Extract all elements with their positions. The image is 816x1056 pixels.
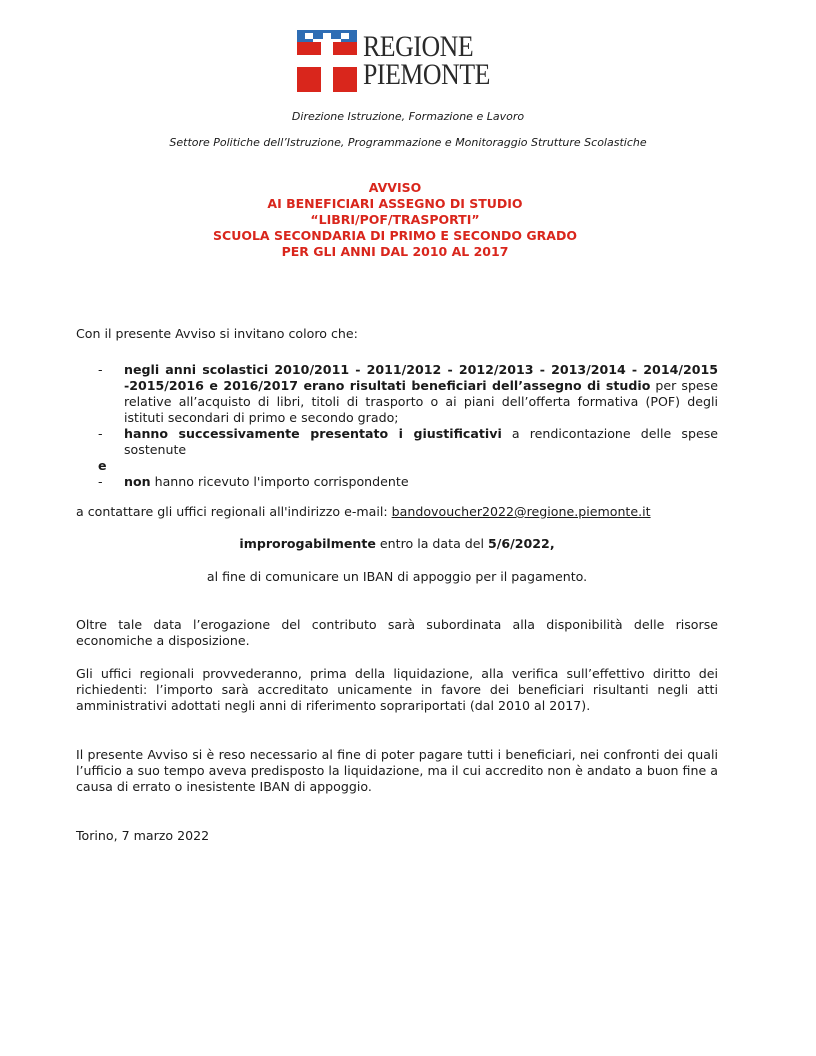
heading-line-3: “LIBRI/POF/TRASPORTI” [310, 212, 480, 227]
condition-2-bold: hanno successivamente presentato i giustificativi [124, 426, 502, 441]
logo-line-regione: REGIONE [363, 30, 474, 63]
list-dash: - [98, 474, 103, 489]
paragraph-availability: Oltre tale data l’erogazione del contributo sarà subordinata alla disponibilità delle risorse economiche a disposizione. [76, 617, 718, 648]
condition-1-text: per spese relative all’acquisto di libri, titoli di trasporto o ai piani dell’offerta formativa (POF) degli istituti secondari di primo e secondo grado; [124, 378, 718, 425]
deadline-middle: entro la data del [375, 536, 489, 551]
list-dash: - [98, 362, 103, 377]
beneficiary-conditions-list [76, 362, 718, 490]
condition-3-bold: non [124, 474, 151, 489]
notice-heading [0, 180, 790, 260]
list-dash: - [98, 426, 103, 441]
purpose-line: al fine di comunicare un IBAN di appoggio per il pagamento. [206, 569, 588, 584]
heading-line-5: PER GLI ANNI DAL 2010 AL 2017 [281, 244, 509, 259]
deadline-line [76, 536, 718, 552]
condition-2-text: a rendicontazione delle spese sostenute [124, 426, 718, 457]
direction-name: Direzione Istruzione, Formazione e Lavoro [291, 110, 525, 123]
contact-prefix: a contattare gli uffici regionali all'indirizzo e-mail: [76, 504, 392, 519]
heading-line-4: SCUOLA SECONDARIA DI PRIMO E SECONDO GRADO [213, 228, 577, 243]
condition-1-bold: negli anni scolastici 2010/2011 - 2011/2012 - 2012/2013 - 2013/2014 - 2014/2015 -2015/2016 e 2016/2017 erano risultati beneficiari dell’assegno di studio [124, 362, 718, 393]
deadline-bold-word: improrogabilmente [239, 536, 376, 551]
logo-line-piemonte: PIEMONTE [363, 58, 490, 91]
paragraph-reason: Il presente Avviso si è reso necessario al fine di poter pagare tutti i beneficiari, nei confronti dei quali l’ufficio a suo tempo aveva predisposto la liquidazione, ma il cui accredito non è andato a buon fine a causa di errato o inesistente IBAN di appoggio. [76, 747, 718, 794]
logo-text [363, 30, 490, 91]
deadline-date: 5/6/2022, [488, 536, 555, 551]
heading-line-1: AVVISO [368, 180, 422, 195]
email-link[interactable]: bandovoucher2022@regione.piemonte.it [391, 504, 651, 519]
intro-text: Con il presente Avviso si invitano coloro che: [76, 326, 358, 341]
paragraph-verification: Gli uffici regionali provvederanno, prima della liquidazione, alla verifica sull’effettivo diritto dei richiedenti: l’importo sarà accreditato unicamente in favore dei beneficiari risultanti negli atti amministrativi adottati negli anni di riferimento soprariportati (dal 2010 al 2017). [76, 666, 718, 713]
place-and-date: Torino, 7 marzo 2022 [76, 828, 210, 843]
piemonte-coat-of-arms-icon [297, 30, 357, 92]
list-item [76, 426, 718, 458]
list-item [76, 474, 718, 490]
regione-piemonte-logo [297, 30, 511, 92]
list-item [76, 362, 718, 426]
sector-name: Settore Politiche dell’Istruzione, Programmazione e Monitoraggio Strutture Scolastiche [169, 136, 647, 149]
condition-3-text: hanno ricevuto l'importo corrispondente [150, 474, 409, 489]
contact-line [76, 504, 718, 520]
list-conjunction: e [98, 458, 107, 473]
heading-line-2: AI BENEFICIARI ASSEGNO DI STUDIO [267, 196, 523, 211]
